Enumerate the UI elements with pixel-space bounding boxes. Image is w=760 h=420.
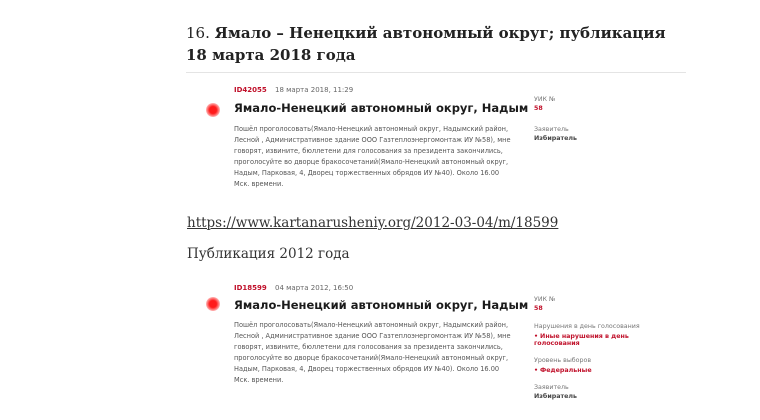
bullet-icon: •	[534, 333, 539, 340]
report-date: 04 марта 2012, 16:50	[275, 284, 354, 292]
section-heading	[186, 22, 686, 66]
applicant-value: Избиратель	[534, 393, 578, 400]
uik-value: 58	[534, 105, 543, 112]
level-value: Федеральные	[540, 367, 592, 374]
report-body: Пошёл проголосовать(Ямало-Ненецкий автономный округ, Надымский район, Лесной , Административное здание ООО Газтеплоэнергомонтаж ИУ №58), мне говорят, извините, бюллетени для голосования за президента закончились, проголосуйте во дворце бракосочетаний(Ямало-Ненецкий автономный округ, Надым, Парковая, 4, Дворец торжественных обрядов ИУ №40). Около 16.00 Мск. времени.	[234, 125, 511, 188]
report-body: Пошёл проголосовать(Ямало-Ненецкий автономный округ, Надымский район, Лесной , Административное здание ООО Газтеплоэнергомонтаж ИУ №58), мне говорят, извините, бюллетени для голосования за президента закончились, проголосуйте во дворце бракосочетаний(Ямало-Ненецкий автономный округ, Надым, Парковая, 4, Дворец торжественных обрядов ИУ №40). Около 16.00 Мск. времени.	[234, 321, 511, 384]
section-number: 16.	[186, 24, 210, 42]
violations-label: Нарушения в день голосования	[534, 323, 640, 330]
report-title: Ямало-Ненецкий автономный округ, Надым	[234, 298, 529, 312]
report-sidebar	[534, 296, 674, 400]
applicant-label: Заявитель	[534, 126, 569, 133]
report-id[interactable]: ID18599	[234, 284, 267, 292]
applicant-value: Избиратель	[534, 135, 578, 142]
red-marker-icon	[206, 297, 220, 311]
report-id[interactable]: ID42055	[234, 86, 267, 94]
uik-label: УИК №	[534, 296, 556, 303]
violations-value: Иные нарушения в день голосования	[534, 333, 629, 347]
bullet-icon: •	[534, 367, 539, 374]
divider	[186, 72, 686, 73]
report-sidebar	[534, 96, 674, 142]
report-title: Ямало-Ненецкий автономный округ, Надым	[234, 101, 529, 115]
level-label: Уровень выборов	[534, 357, 592, 364]
uik-label: УИК №	[534, 96, 556, 103]
report-card-2012	[200, 284, 680, 404]
red-marker-icon	[206, 103, 220, 117]
report-date: 18 марта 2018, 11:29	[275, 86, 354, 94]
report-meta	[234, 284, 353, 292]
report-card-2018	[200, 86, 680, 206]
violations-item[interactable]	[534, 333, 674, 347]
source-link[interactable]: https://www.kartanarusheniy.org/2012-03-04/m/18599	[187, 215, 559, 231]
section-title: Ямало – Ненецкий автономный округ; публикация 18 марта 2018 года	[186, 24, 666, 64]
level-item[interactable]	[534, 367, 674, 374]
uik-value: 58	[534, 305, 543, 312]
report-meta	[234, 86, 353, 94]
subheading: Публикация 2012 года	[187, 246, 350, 262]
applicant-label: Заявитель	[534, 384, 569, 391]
